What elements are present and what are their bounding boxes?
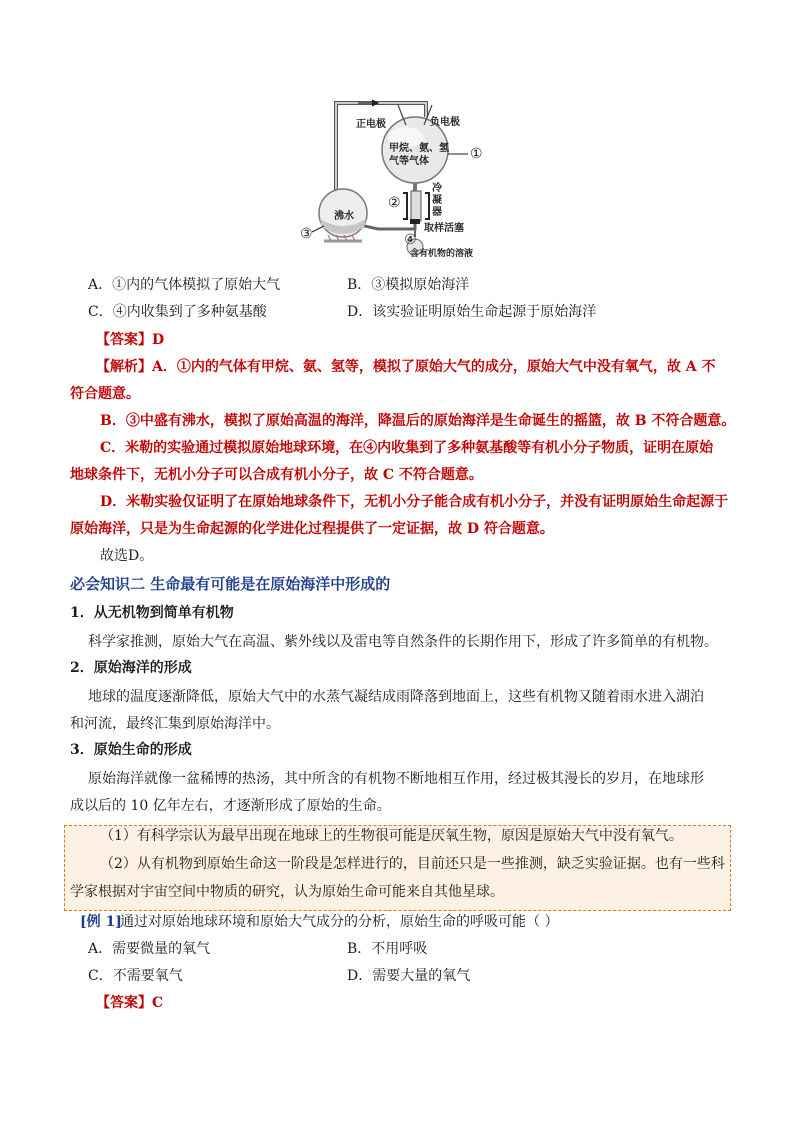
q1-option-a: A．①内的气体模拟了原始大气 xyxy=(88,277,281,293)
item-3-title: 3．原始生命的形成 xyxy=(70,742,192,758)
anode-label: 正电极 xyxy=(356,119,386,130)
q1-analysis-line-3: B．③中盛有沸水，模拟了原始高温的海洋，降温后的原始海洋是生命诞生的摇篮，故 B 不符合题意。 xyxy=(100,413,736,429)
q1-analysis-line-7: 原始海洋，只是为生命起源的化学进化过程提供了一定证据，故 D 符合题意。 xyxy=(70,521,554,537)
item-3-body-2: 成以后的 10 亿年左右，才逐渐形成了原始的生命。 xyxy=(70,798,391,814)
example1-answer: 【答案】C xyxy=(96,995,164,1011)
cathode-label: 负电极 xyxy=(430,117,460,128)
gas-label-line1: 甲烷、氨、氢 xyxy=(389,143,449,154)
boiling-water-label: 沸水 xyxy=(334,211,354,222)
apparatus-drawing xyxy=(298,95,498,267)
valve-label: 取样活塞 xyxy=(424,223,464,234)
example1-option-a: A．需要微量的氧气 xyxy=(88,941,211,957)
note-3: 学家根据对宇宙空间中物质的研究，认为原始生命可能来自其他星球。 xyxy=(70,884,504,900)
section-heading: 必会知识二 生命最有可能是在原始海洋中形成的 xyxy=(70,575,391,593)
item-1-body-1: 科学家推测，原始大气在高温、紫外线以及雷电等自然条件的长期作用下，形成了许多简单的有机物。 xyxy=(88,634,718,650)
marker-2: ② xyxy=(388,195,401,211)
item-2-body-2: 和河流，最终汇集到原始海洋中。 xyxy=(70,716,280,732)
gas-label-line2: 气等气体 xyxy=(389,156,429,167)
q1-analysis-line-1: 【解析】A．①内的气体有甲烷、氨、氢等，模拟了原始大气的成分，原始大气中没有氧气，故 A 不 xyxy=(96,359,716,375)
q1-analysis-line-6: D．米勒实验仅证明了在原始地球条件下，无机小分子能合成有机小分子，并没有证明原始生命起源于 xyxy=(100,494,729,510)
solution-label: 含有机物的溶液 xyxy=(410,249,474,259)
miller-experiment-diagram xyxy=(298,95,498,267)
example1-option-b: B．不用呼吸 xyxy=(347,941,428,957)
item-2-title: 2．原始海洋的形成 xyxy=(70,660,192,676)
marker-4: ④ xyxy=(404,232,417,248)
condenser-label: 冷凝器 xyxy=(432,183,442,218)
example1-question: 通过对原始地球环境和原始大气成分的分析，原始生命的呼吸可能（ ） xyxy=(120,914,559,930)
item-2-body-1: 地球的温度逐渐降低，原始大气中的水蒸气凝结成雨降落到地面上，这些有机物又随着雨水进入湖泊 xyxy=(88,689,704,705)
note-1: （1）有科学宗认为最早出现在地球上的生物很可能是厌氧生物，原因是原始大气中没有氧气。 xyxy=(100,828,683,844)
q1-option-b: B．③模拟原始海洋 xyxy=(347,277,470,293)
marker-1: ① xyxy=(470,146,483,162)
q1-analysis-line-5: 地球条件下，无机小分子可以合成有机小分子，故 C 不符合题意。 xyxy=(70,467,483,483)
example1-option-c: C．不需要氧气 xyxy=(88,968,183,984)
example1-tag: [例 1] xyxy=(80,914,122,930)
q1-conclusion: 故选D。 xyxy=(100,548,154,564)
note-2: （2）从有机物到原始生命这一阶段是怎样进行的，目前还只是一些推测，缺乏实验证据。也有一些科 xyxy=(100,856,725,872)
q1-option-c: C．④内收集到了多种氨基酸 xyxy=(88,304,267,320)
item-3-body-1: 原始海洋就像一盆稀博的热汤，其中所含的有机物不断地相互作用，经过极其漫长的岁月，在地球形 xyxy=(88,771,704,787)
example1-option-d: D．需要大量的氧气 xyxy=(347,968,471,984)
item-1-title: 1．从无机物到简单有机物 xyxy=(70,605,234,621)
marker-3: ③ xyxy=(300,226,313,242)
q1-answer: 【答案】D xyxy=(96,332,165,348)
q1-analysis-line-4: C．米勒的实验通过模拟原始地球环境，在④内收集到了多种氨基酸等有机小分子物质，证明在原始 xyxy=(100,440,714,456)
q1-analysis-line-2: 符合题意。 xyxy=(70,386,140,402)
q1-option-d: D．该实验证明原始生命起源于原始海洋 xyxy=(347,304,597,320)
